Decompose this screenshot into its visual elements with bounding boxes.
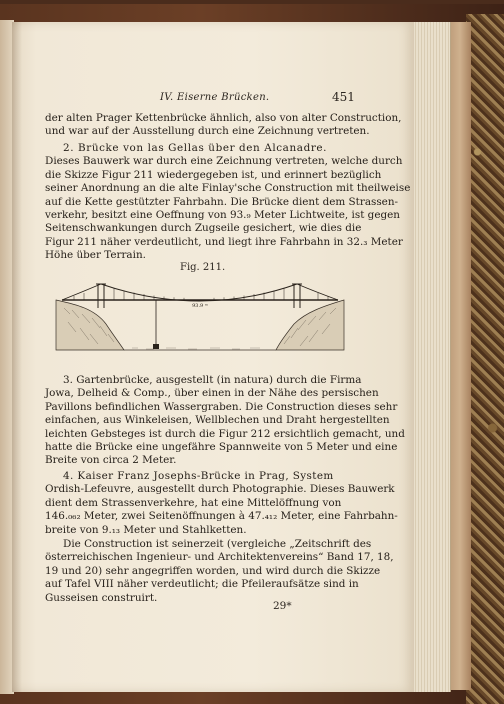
- back-stay-left: [62, 284, 101, 300]
- spine-shadow: [12, 22, 22, 692]
- section-heading-line: 2. Brücke von las Gellas über den Alcanadre.: [63, 142, 328, 154]
- text-line: auf Tafel VIII näher verdeutlicht; die Pfeileraufsätze sind in: [45, 578, 359, 591]
- bridge-figure: [54, 278, 346, 358]
- text-line: Breite von circa 2 Meter.: [45, 454, 177, 467]
- signature-mark: 29*: [273, 600, 292, 612]
- text-line: Seitenschwankungen durch Zugseile gesichert, wie dies die: [45, 222, 362, 235]
- text-line: auf die Kette gestützter Fahrbahn. Die Brücke dient dem Strassen-: [45, 195, 399, 208]
- text-line: 19 und 20) sehr angegriffen worden, und wird durch die Skizze: [45, 564, 381, 577]
- text-line: Höhe über Terrain.: [45, 249, 146, 262]
- page-header: [0, 92, 504, 106]
- page-stack: [410, 22, 451, 692]
- back-stay-right: [297, 284, 338, 300]
- paragraph-1: [45, 112, 402, 139]
- text-line: österreichischen Ingenieur- und Architektenvereins“ Band 17, 18,: [45, 551, 394, 564]
- paragraph-4: [45, 470, 398, 537]
- text-line: Dieses Bauwerk war durch eine Zeichnung vertreten, welche durch: [45, 155, 403, 168]
- section-heading-line: 4. Kaiser Franz Josephs-Brücke in Prag, System: [63, 470, 334, 482]
- text-line: dient dem Strassenverkehre, hat eine Mittelöffnung von: [45, 496, 342, 509]
- section-heading-line: 3. Gartenbrücke, ausgestellt (in natura) durch die Firma: [63, 374, 362, 386]
- pier-base: [153, 344, 159, 349]
- right-bank: [276, 300, 344, 350]
- text-line: und war auf der Ausstellung durch eine Zeichnung vertreten.: [45, 125, 370, 138]
- text-line: Pavillons befindlichen Wassergraben. Die Construction dieses sehr: [45, 400, 398, 413]
- text-line: die Skizze Figur 211 wiedergegeben ist, und erinnert bezüglich: [45, 168, 382, 181]
- running-title: IV. Eiserne Brücken.: [160, 92, 270, 103]
- text-line: hatte die Brücke eine ungefähre Spannweite von 5 Meter und eine: [45, 441, 398, 454]
- text-line: leichten Gebsteges ist durch die Figur 212 ersichtlich gemacht, und: [45, 427, 405, 440]
- left-tower: [96, 284, 106, 308]
- text-line: Figur 211 näher verdeutlicht, und liegt ihre Fahrbahn in 32.₃ Meter: [45, 235, 403, 248]
- text-line: Gusseisen construirt.: [45, 591, 158, 604]
- text-line: einfachen, aus Winkeleisen, Wellblechen und Draht hergestellten: [45, 414, 390, 427]
- text-line: Ordish-Lefeuvre, ausgestellt durch Photographie. Dieses Bauwerk: [45, 483, 395, 496]
- text-line: verkehr, besitzt eine Oeffnung von 93.₉ Meter Lichtweite, ist gegen: [45, 209, 400, 222]
- main-chain: [101, 284, 297, 301]
- text-line: 146.₀₆₂ Meter, zwei Seitenöffnungen à 47.₄₁₂ Meter, eine Fahrbahn-: [45, 510, 398, 523]
- text-line: seiner Anordnung an die alte Finlay'sche Construction mit theilweise: [45, 182, 411, 195]
- left-bank: [56, 300, 124, 350]
- page-number: 451: [332, 90, 355, 104]
- text-line: Jowa, Delheid & Comp., über einen in der Nähe des persischen: [45, 387, 379, 400]
- marbled-edge: [466, 14, 504, 704]
- paragraph-3: [45, 374, 405, 468]
- text-line: Die Construction ist seinerzeit (vergleiche „Zeitschrift des: [63, 538, 372, 550]
- text-line: der alten Prager Kettenbrücke ähnlich, also von alter Construction,: [45, 112, 402, 124]
- figure-label: Fig. 211.: [180, 262, 226, 273]
- right-tower: [292, 284, 302, 308]
- cover-edge: [448, 22, 471, 690]
- paragraph-2: [45, 142, 411, 263]
- span-dimension: 93.9 ᵐ: [192, 303, 208, 309]
- paragraph-5: [45, 538, 394, 605]
- hangers: [74, 288, 328, 300]
- text-line: breite von 9.₁₃ Meter und Stahlketten.: [45, 523, 247, 536]
